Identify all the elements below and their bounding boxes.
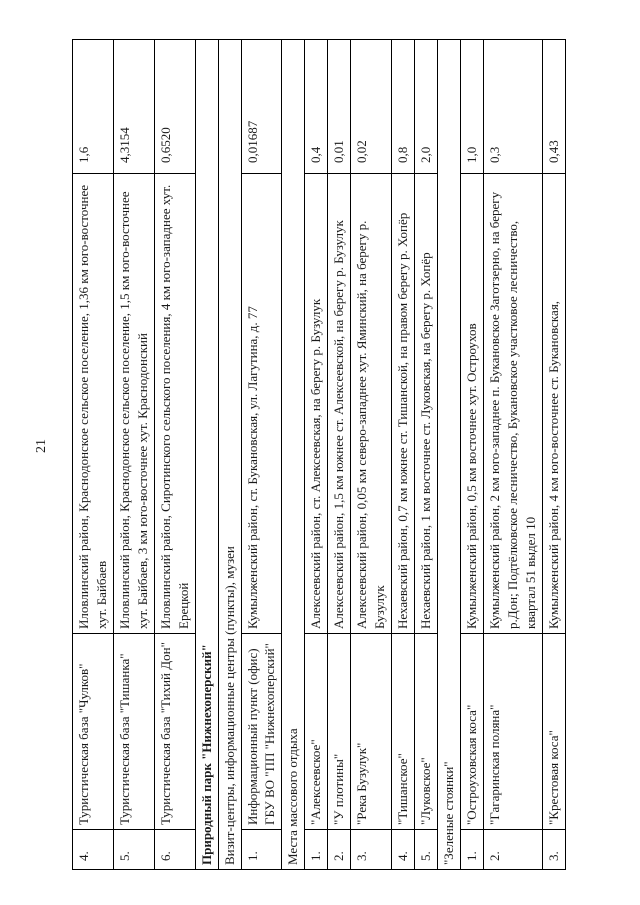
table-row — [241, 40, 282, 870]
table-row — [154, 40, 195, 870]
object-name: "Гагаринская поляна" — [483, 634, 542, 830]
object-name: "Остроуховская коса" — [460, 634, 483, 830]
object-area: 1,6 — [73, 40, 114, 174]
section-row — [195, 40, 218, 870]
row-number: 3. — [351, 830, 392, 870]
object-location: Алексеевский район, ст. Алексеевская, на берегу р. Бузулук — [305, 174, 328, 634]
object-area: 0,01 — [328, 40, 351, 174]
table-row — [113, 40, 154, 870]
object-name: Туристическая база "Тихий Дон" — [154, 634, 195, 830]
object-location: Иловлинский район, Краснодонское сельское поселение, 1,36 км юго-восточнее хут. Байбаев — [73, 174, 114, 634]
object-name: "Крестовая коса" — [542, 634, 565, 830]
row-number: 1. — [305, 830, 328, 870]
section-row — [282, 40, 305, 870]
section-heading: "Зеленые стоянки" — [437, 40, 460, 870]
object-area: 0,3 — [483, 40, 542, 174]
table-row — [460, 40, 483, 870]
table-row — [392, 40, 415, 870]
table-row — [305, 40, 328, 870]
object-location: Кумылженский район, ст. Букановская, ул. Лагутина, д. 77 — [241, 174, 282, 634]
row-number: 1. — [241, 830, 282, 870]
table-row — [415, 40, 438, 870]
object-area: 0,4 — [305, 40, 328, 174]
rotated-table-container — [72, 40, 592, 870]
section-heading: Природный парк "Нижнехоперский" — [195, 40, 218, 870]
table-row — [351, 40, 392, 870]
object-name: "Алексеевское" — [305, 634, 328, 830]
row-number: 4. — [392, 830, 415, 870]
object-name: Туристическая база "Чулков" — [73, 634, 114, 830]
object-area: 0,8 — [392, 40, 415, 174]
object-location: Нехаевский район, 0,7 км южнее ст. Тишанской, на правом берегу р. Хопёр — [392, 174, 415, 634]
object-name: "Тишанское" — [392, 634, 415, 830]
table-row — [73, 40, 114, 870]
object-location: Кумылженский район, 0,5 км восточнее хут. Остроухов — [460, 174, 483, 634]
object-name: "Луковское" — [415, 634, 438, 830]
row-number: 1. — [460, 830, 483, 870]
object-area: 0,02 — [351, 40, 392, 174]
row-number: 5. — [415, 830, 438, 870]
object-name: "Река Бузулук" — [351, 634, 392, 830]
objects-table-body — [73, 40, 566, 870]
row-number: 2. — [483, 830, 542, 870]
page-number: 21 — [34, 439, 49, 453]
table-row — [542, 40, 565, 870]
object-area: 1,0 — [460, 40, 483, 174]
row-number: 2. — [328, 830, 351, 870]
object-location: Алексеевский район, 0,05 км северо-западнее хут. Яминский, на берегу р. Бузулук — [351, 174, 392, 634]
row-number: 3. — [542, 830, 565, 870]
row-number: 5. — [113, 830, 154, 870]
object-location: Иловлинский район, Краснодонское сельское поселение, 1,5 км юго-восточнее хут. Байбаев, 3 км юго-восточнее хут. Краснодонский — [113, 174, 154, 634]
object-name: "У плотины" — [328, 634, 351, 830]
section-heading: Визит-центры, информационные центры (пункты), музеи — [218, 40, 241, 870]
object-name: Туристическая база "Тишанка" — [113, 634, 154, 830]
object-location: Алексеевский район, 1,5 км южнее ст. Алексеевской, на берегу р. Бузулук — [328, 174, 351, 634]
object-area: 0,43 — [542, 40, 565, 174]
section-row — [437, 40, 460, 870]
row-number: 4. — [73, 830, 114, 870]
object-location: Иловлинский район, Сиротинского сельского поселения, 4 км юго-западнее хут. Ерецкой — [154, 174, 195, 634]
table-row — [328, 40, 351, 870]
object-area: 0,6520 — [154, 40, 195, 174]
object-location: Нехаевский район, 1 км восточнее ст. Луковская, на берегу р. Хопёр — [415, 174, 438, 634]
objects-table — [72, 39, 566, 870]
table-row — [483, 40, 542, 870]
object-area: 4,3154 — [113, 40, 154, 174]
section-heading: Места массового отдыха — [282, 40, 305, 870]
object-name: Информационный пункт (офис) ГБУ ВО "ПП "Нижнехоперский" — [241, 634, 282, 830]
object-area: 0,01687 — [241, 40, 282, 174]
object-location: Кумылженский район, 4 км юго-восточнее ст. Букановская, — [542, 174, 565, 634]
object-location: Кумылженский район, 2 км юго-западнее п. Букановское Заготзерно, на берегу р.Дон; Подтёлковское лесничество, Букановское участковое лесничество, квартал 51 выдел 10 — [483, 174, 542, 634]
section-row — [218, 40, 241, 870]
row-number: 6. — [154, 830, 195, 870]
object-area: 2,0 — [415, 40, 438, 174]
